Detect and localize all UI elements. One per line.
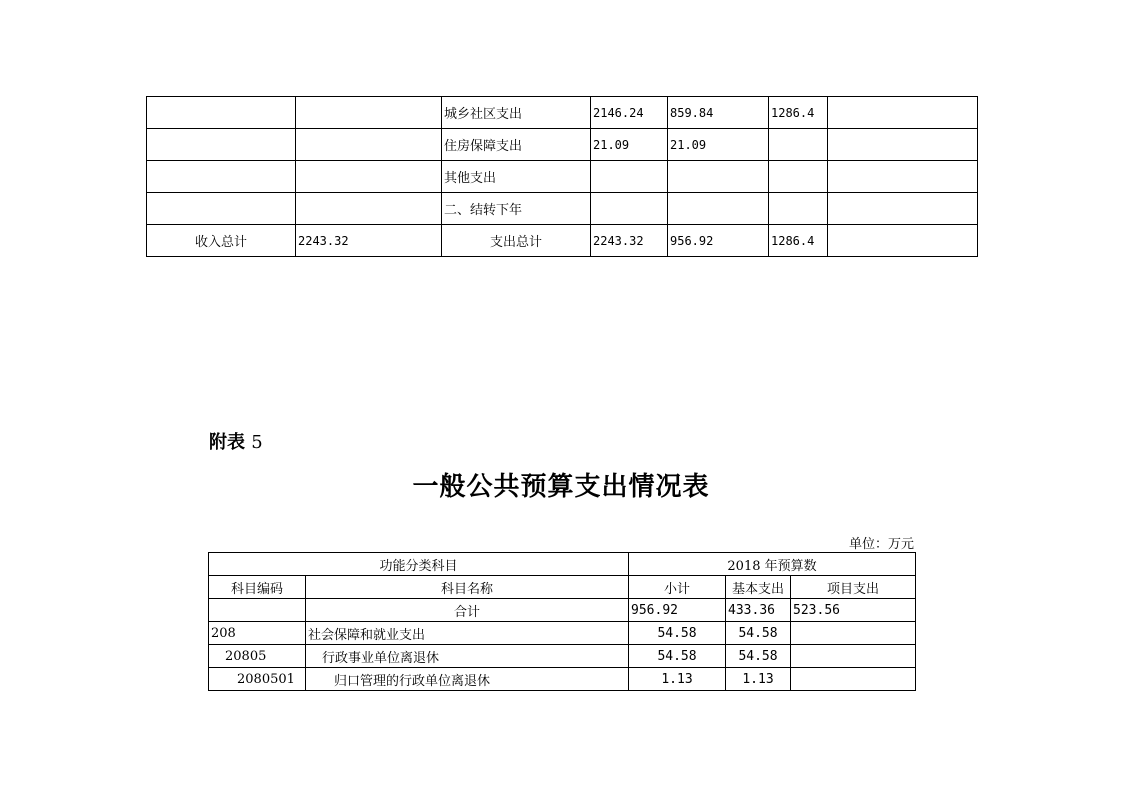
code-cell: 20805 [209,645,306,668]
total-row [209,599,916,622]
total-basic: 433.36 [726,599,791,622]
table-row [147,161,978,193]
table-cell [147,193,296,225]
table-cell [147,129,296,161]
table-cell: 其他支出 [442,161,591,193]
basic-cell: 1.13 [726,668,791,691]
table-cell: 21.09 [668,129,769,161]
project-header: 项目支出 [791,576,916,599]
subtotal-cell: 54.58 [629,645,726,668]
table-row [147,193,978,225]
table-cell: 21.09 [591,129,668,161]
basic-cell: 54.58 [726,622,791,645]
project-cell [791,668,916,691]
table-cell [668,193,769,225]
table-cell: 1286.4 [769,97,828,129]
table-cell [828,193,978,225]
income-total-value: 2243.32 [296,225,442,257]
table-cell [147,97,296,129]
table-cell [828,97,978,129]
income-total-label: 收入总计 [147,225,296,257]
basic-total-value: 956.92 [668,225,769,257]
func-category-header: 功能分类科目 [209,553,629,576]
code-cell: 2080501 [209,668,306,691]
header-row [209,576,916,599]
expense-total-value: 2243.32 [591,225,668,257]
table-cell: 2146.24 [591,97,668,129]
table-cell [668,161,769,193]
page-title: 一般公共预算支出情况表 [412,472,710,502]
table-cell [296,161,442,193]
subtotal-cell: 1.13 [629,668,726,691]
attachment-number: 5 [251,432,263,453]
expense-total-label: 支出总计 [442,225,591,257]
table-cell [769,161,828,193]
basic-header: 基本支出 [726,576,791,599]
table-cell [769,129,828,161]
income-expense-table [146,96,978,257]
table-cell: 二、结转下年 [442,193,591,225]
table-cell [769,193,828,225]
code-cell: 208 [209,622,306,645]
table-row [209,622,916,645]
name-cell: 社会保障和就业支出 [306,622,629,645]
total-label: 合计 [306,599,629,622]
table-cell [591,193,668,225]
project-total-value: 1286.4 [769,225,828,257]
table-row [209,645,916,668]
totals-row [147,225,978,257]
header-row [209,553,916,576]
unit-label: 单位：万元 [848,537,914,552]
project-cell [791,622,916,645]
general-budget-expenditure-table [208,552,916,691]
name-cell: 归口管理的行政单位离退休 [306,668,629,691]
table-row [147,129,978,161]
table-cell [828,129,978,161]
table-cell: 859.84 [668,97,769,129]
total-project: 523.56 [791,599,916,622]
project-cell [791,645,916,668]
table-cell [828,161,978,193]
budget-header: 2018 年预算数 [629,553,916,576]
table-cell [147,161,296,193]
table-cell [209,599,306,622]
table-cell [591,161,668,193]
total-subtotal: 956.92 [629,599,726,622]
table-cell: 住房保障支出 [442,129,591,161]
subtotal-header: 小计 [629,576,726,599]
attachment-label [209,428,263,454]
basic-cell: 54.58 [726,645,791,668]
attachment-label-text: 附表 [209,432,245,453]
table-cell [828,225,978,257]
code-header: 科目编码 [209,576,306,599]
table-cell: 城乡社区支出 [442,97,591,129]
name-cell: 行政事业单位离退休 [306,645,629,668]
table-cell [296,97,442,129]
subtotal-cell: 54.58 [629,622,726,645]
table-row [147,97,978,129]
table-cell [296,193,442,225]
table-cell [296,129,442,161]
table-row [209,668,916,691]
name-header: 科目名称 [306,576,629,599]
